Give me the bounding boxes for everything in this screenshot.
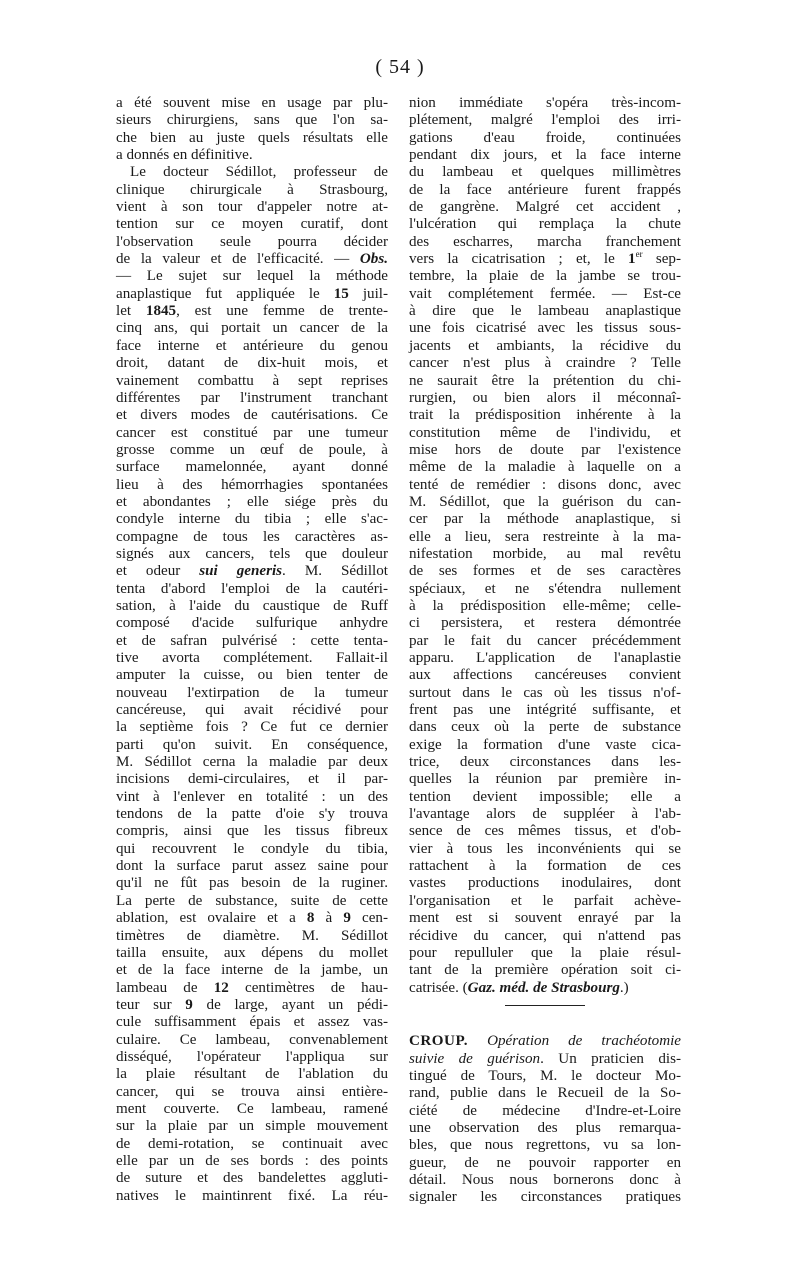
text-run: 12 bbox=[213, 979, 229, 996]
text-line: détail. Nous nous bornerons donc à bbox=[409, 1171, 681, 1188]
text-run: let bbox=[116, 303, 146, 320]
text-run: 1 bbox=[628, 251, 636, 268]
text-run: centimètres de hau- bbox=[228, 979, 388, 996]
text-line: de ses formes et de ses caractères bbox=[409, 563, 681, 580]
text-line: elle par un de ses bords : des points bbox=[116, 1152, 388, 1169]
text-line bbox=[116, 251, 388, 268]
text-run: 9 bbox=[343, 910, 351, 927]
text-line: cancer n'est plus à craindre ? Telle bbox=[409, 355, 681, 372]
text-line: vainement combattu à sept reprises bbox=[116, 372, 388, 389]
text-run: CROUP. bbox=[409, 1033, 469, 1050]
text-line: aux affections cancéreuses convient bbox=[409, 667, 681, 684]
text-line: tendons de la patte d'oie s'y trouva bbox=[116, 806, 388, 823]
text-line: vastes productions inodulaires, dont bbox=[409, 875, 681, 892]
text-line: droit, datant de dix-huit mois, et bbox=[116, 355, 388, 372]
text-run: . M. Sédillot bbox=[282, 563, 388, 580]
text-line bbox=[409, 251, 681, 268]
text-line: natives le maintinrent fixé. La réu- bbox=[116, 1187, 388, 1204]
text-line bbox=[409, 980, 681, 997]
text-line bbox=[116, 303, 388, 320]
text-line bbox=[116, 910, 388, 927]
text-run: 15 bbox=[333, 285, 349, 302]
text-line bbox=[409, 1033, 681, 1050]
text-run: et odeur bbox=[116, 563, 200, 580]
text-line: de suture et des bandelettes aggluti- bbox=[116, 1170, 388, 1187]
text-line: nion immédiate s'opéra très-incom- bbox=[409, 95, 681, 111]
text-line: timètres de diamètre. M. Sédillot bbox=[116, 927, 388, 944]
text-line: de gangrène. Malgré cet accident , bbox=[409, 199, 681, 216]
text-line: elle a lieu, sera restreinte à la ma- bbox=[409, 528, 681, 545]
text-run: catrisée. ( bbox=[409, 979, 468, 996]
text-line: tingué de Tours, M. le docteur Mo- bbox=[409, 1067, 681, 1084]
text-line: ment est si souvent enrayé par la bbox=[409, 910, 681, 927]
text-run: teur sur bbox=[116, 996, 186, 1013]
text-line: ciété de médecine d'Indre-et-Loire bbox=[409, 1102, 681, 1119]
text-line: une observation des plus remarqua- bbox=[409, 1119, 681, 1136]
text-line: des escharres, marcha franchement bbox=[409, 233, 681, 250]
text-line: même de la maladie à laquelle on a bbox=[409, 459, 681, 476]
text-run bbox=[468, 1033, 487, 1049]
text-line: dans ceux où la perte de substance bbox=[409, 719, 681, 736]
text-run: Opération de trachéotomie bbox=[487, 1033, 681, 1050]
text-line: constitution même de l'individu, et bbox=[409, 424, 681, 441]
text-line: pour repulluler que la plaie résul- bbox=[409, 944, 681, 961]
text-line: mise hors de doute par l'existence bbox=[409, 441, 681, 458]
text-line: nouveau l'extirpation de la tumeur bbox=[116, 684, 388, 701]
text-line: jacents et ambiants, la récidive du bbox=[409, 337, 681, 354]
text-run: cen- bbox=[350, 910, 389, 927]
text-line: apparu. L'application de l'anaplastie bbox=[409, 650, 681, 666]
text-line: a donnés en définitive. bbox=[116, 147, 253, 164]
text-run: Obs. bbox=[359, 251, 388, 268]
text-run: de la valeur et de l'efficacité. — bbox=[116, 251, 360, 268]
text-run: 9 bbox=[185, 996, 193, 1013]
text-line: vait complétement fermée. — Est-ce bbox=[409, 285, 681, 302]
text-line: trait la prédisposition inhérente à la bbox=[409, 407, 681, 424]
text-line bbox=[116, 286, 388, 303]
divider-rule bbox=[505, 1005, 585, 1006]
text-line: signaler les circonstances pratiques bbox=[409, 1189, 681, 1206]
text-line: La perte de substance, suite de cette bbox=[116, 892, 388, 909]
text-run: de large, ayant un pédi- bbox=[192, 996, 388, 1013]
text-line: Le docteur Sédillot, professeur de bbox=[130, 164, 388, 181]
text-line: du lambeau et quelques millimètres bbox=[409, 164, 681, 181]
text-line: — Le sujet sur lequel la méthode bbox=[116, 268, 388, 285]
section-spacer bbox=[409, 1014, 681, 1033]
text-line: tailla ensuite, aux dépens du mollet bbox=[116, 944, 388, 961]
text-line: vient à son tour d'appeler notre at- bbox=[116, 199, 388, 216]
text-line bbox=[409, 1051, 681, 1068]
text-line: dont la surface parut assez saine pour bbox=[116, 858, 388, 875]
text-line: qu'il ne fût pas besoin de la ruginer. bbox=[116, 875, 388, 892]
text-line: trice, deux circonstances dans les- bbox=[409, 754, 681, 771]
text-line: tive avorta complétement. Fallait-il bbox=[116, 650, 388, 666]
text-line: che bien au juste quels résultats elle bbox=[116, 129, 388, 146]
text-line: grosse comme un œuf de poule, à bbox=[116, 441, 388, 458]
text-line bbox=[116, 563, 388, 580]
text-run: . Un praticien dis- bbox=[540, 1050, 682, 1067]
text-line: récidive du cancer, qui n'attend pas bbox=[409, 927, 681, 944]
text-line: et abondantes ; elle siége près du bbox=[116, 493, 388, 510]
text-line: composé d'acide sulfurique anhydre bbox=[116, 615, 388, 632]
text-run: sui generis bbox=[199, 563, 283, 580]
text-run: lambeau de bbox=[116, 979, 214, 996]
text-run: vers la cicatrisation ; et, le bbox=[409, 251, 629, 268]
text-line: bles, que nous regrettons, vu sa lon- bbox=[409, 1137, 681, 1154]
text-line: clinique chirurgicale à Strasbourg, bbox=[116, 181, 388, 198]
text-line: par le fait du cancer précédemment bbox=[409, 632, 681, 649]
text-line: rand, publie dans le Recueil de la So- bbox=[409, 1085, 681, 1102]
text-line: tenta d'abord l'emploi de la cautéri- bbox=[116, 580, 388, 597]
text-line: à dire que le lambeau anaplastique bbox=[409, 303, 681, 320]
text-line: pendant dix jours, et la face interne bbox=[409, 147, 681, 164]
text-line: l'avantage alors de suppléer à l'ab- bbox=[409, 806, 681, 823]
text-line: frent pas une intégrité suffisante, et bbox=[409, 702, 681, 719]
text-line: tembre, la plaie de la jambe se trou- bbox=[409, 268, 681, 285]
text-line: et divers modes de cautérisations. Ce bbox=[116, 407, 388, 424]
section-divider bbox=[409, 997, 681, 1014]
text-line: cancéreuse, qui avait récidivé pour bbox=[116, 702, 388, 719]
text-line: sieurs chirurgiens, sans que l'on sa- bbox=[116, 112, 388, 129]
text-line: ment couverte. Ce lambeau, ramené bbox=[116, 1100, 388, 1117]
text-run: anaplastique fut appliquée le bbox=[116, 285, 334, 302]
text-line: cancer, qui se trouva ainsi entière- bbox=[116, 1083, 388, 1100]
text-run: er bbox=[635, 249, 643, 260]
text-line: sur la plaie par un simple mouvement bbox=[116, 1118, 388, 1135]
text-line: nifestation morbide, au mal revêtu bbox=[409, 545, 681, 562]
text-line: tant de la première opération soit ci- bbox=[409, 962, 681, 979]
text-line: M. Sédillot, que la guérison du can- bbox=[409, 493, 681, 510]
text-line: lieu à des hémorrhagies spontanées bbox=[116, 476, 388, 493]
text-line: exige la formation d'une vaste cica- bbox=[409, 736, 681, 753]
text-line: une fois cicatrisé avec les tissus sous- bbox=[409, 320, 681, 337]
text-line: a été souvent mise en usage par plu- bbox=[116, 95, 388, 111]
text-run: Gaz. méd. de Strasbourg bbox=[467, 979, 620, 996]
text-line: disséqué, l'opérateur l'appliqua sur bbox=[116, 1048, 388, 1065]
text-line: l'organisation et le parfait achève- bbox=[409, 892, 681, 909]
text-run: .) bbox=[619, 979, 629, 996]
text-line: parti qu'on suivit. En conséquence, bbox=[116, 736, 388, 753]
text-line: l'observation seule pourra décider bbox=[116, 233, 388, 250]
text-line: tenté de remédier : disons donc, avec bbox=[409, 476, 681, 493]
text-line: l'ulcération qui remplaça la chute bbox=[409, 216, 681, 233]
text-run: à bbox=[314, 910, 344, 927]
text-line: sence de ces mêmes tissus, et d'ob- bbox=[409, 823, 681, 840]
text-line: la plaie résultant de l'ablation du bbox=[116, 1066, 388, 1083]
text-line: cancer est constitué par une tumeur bbox=[116, 424, 388, 441]
text-line: incisions demi-circulaires, et il par- bbox=[116, 771, 388, 788]
text-line: quelles la réunion par première in- bbox=[409, 771, 681, 788]
text-line bbox=[116, 980, 388, 997]
text-line: signés aux cancers, tels que douleur bbox=[116, 545, 388, 562]
text-line bbox=[116, 997, 388, 1014]
right-column bbox=[409, 95, 681, 1207]
text-line: ci persistera, et restera démontrée bbox=[409, 615, 681, 632]
text-line: amputer la cuisse, ou bien tenter de bbox=[116, 667, 388, 684]
text-line: spéciaux, et ne s'étendra nullement bbox=[409, 580, 681, 597]
text-line: surface mamelonnée, ayant donné bbox=[116, 459, 388, 476]
text-line: et de la face interne de la jambe, un bbox=[116, 962, 388, 979]
text-line: gations d'eau froide, continuées bbox=[409, 129, 681, 146]
text-run: , est une femme de trente- bbox=[176, 303, 388, 320]
text-line: tention devient impossible; elle a bbox=[409, 788, 681, 805]
text-line: tention sur ce moyen curatif, dont bbox=[116, 216, 388, 233]
text-run: 8 bbox=[306, 910, 315, 927]
text-line: ne saurait être la prétention du chi- bbox=[409, 372, 681, 389]
text-line: surtout dans le cas où les tissus n'of- bbox=[409, 684, 681, 701]
text-line: à la prédisposition elle-même; celle- bbox=[409, 597, 681, 614]
text-line: compris, ainsi que les tissus fibreux bbox=[116, 823, 388, 840]
text-line: condyle interne du tibia ; elle s'ac- bbox=[116, 511, 388, 528]
text-line: cule suffisamment épais et assez vas- bbox=[116, 1014, 388, 1031]
text-line: M. Sédillot cerna la maladie par deux bbox=[116, 754, 388, 771]
text-line: rurgien, ou bien alors il méconnaî- bbox=[409, 389, 681, 406]
text-run: 1845 bbox=[145, 303, 177, 320]
text-run: ablation, est ovalaire et a bbox=[116, 910, 307, 927]
text-line: vint à l'enlever en totalité : un des bbox=[116, 788, 388, 805]
text-run: sep- bbox=[642, 251, 681, 268]
text-line: sation, à l'aide du caustique de Ruff bbox=[116, 597, 388, 614]
text-line: plétement, malgré l'emploi des irri- bbox=[409, 112, 681, 129]
text-line: face interne et antérieure du genou bbox=[116, 337, 388, 354]
text-line: de demi-rotation, se continuait avec bbox=[116, 1135, 388, 1152]
text-line: la septième fois ? Ce fut ce dernier bbox=[116, 719, 388, 736]
text-line: cer par la méthode anaplastique, si bbox=[409, 511, 681, 528]
text-line: différentes par l'instrument tranchant bbox=[116, 389, 388, 406]
text-line: cinq ans, qui portait un cancer de la bbox=[116, 320, 388, 337]
page-number: ( 54 ) bbox=[375, 56, 425, 78]
text-line: qui recouvrent le condyle du tibia, bbox=[116, 840, 388, 857]
text-line: culaire. Ce lambeau, convenablement bbox=[116, 1031, 388, 1048]
text-run: suivie de guérison bbox=[409, 1050, 541, 1067]
text-line: de la face antérieure furent frappés bbox=[409, 181, 681, 198]
text-line: vier à tous les inconvénients qui se bbox=[409, 840, 681, 857]
text-line: gueur, de ne pouvoir rapporter en bbox=[409, 1154, 681, 1171]
left-column bbox=[116, 95, 388, 1205]
text-line: compagne de tous les caractères as- bbox=[116, 528, 388, 545]
text-line: et de safran pulvérisé : cette tenta- bbox=[116, 632, 388, 649]
text-line: rattachent à la formation de ces bbox=[409, 858, 681, 875]
text-run: juil- bbox=[348, 285, 388, 302]
